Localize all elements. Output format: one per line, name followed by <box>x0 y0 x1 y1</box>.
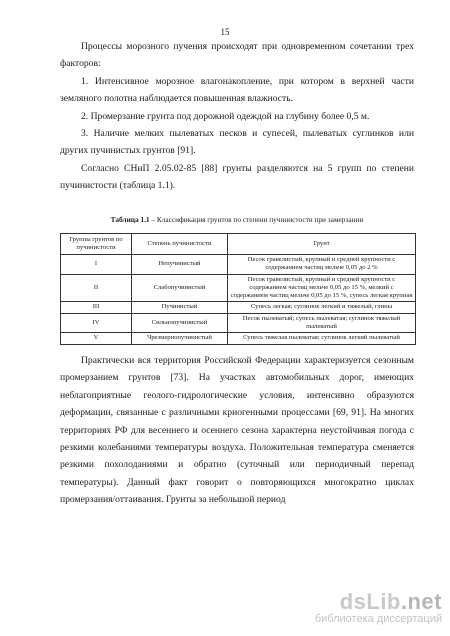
cell-soil: Песок гравелистый, крупный и средней крупности с содержанием частиц мельче 0,05 до 15 %, мелкий с содержанием частиц мельче 0,05 до 15 %, супесь легкая крупная <box>228 274 416 302</box>
logo-brand <box>315 591 442 613</box>
header-soil: Грунт <box>228 234 416 255</box>
intro-paragraph: Согласно СНиП 2.05.02-85 [88] грунты разделяются на 5 групп по степени пучинистости (таблица 1.1). <box>60 162 414 192</box>
table-caption-label: Таблица 1.1 <box>110 215 150 224</box>
page-number: 15 <box>220 27 230 37</box>
cell-degree: Сильнопучинистый <box>132 313 228 333</box>
cell-degree: Пучинистый <box>132 302 228 313</box>
intro-paragraph: Процессы морозного пучения происходят при одновременном сочетании трех факторов: <box>60 41 414 70</box>
intro-text <box>60 38 414 195</box>
frost-heave-classification-table <box>60 233 416 345</box>
header-group: Группы грунтов по пучинистости <box>61 234 132 255</box>
table-row <box>61 274 416 302</box>
intro-paragraph: 1. Интенсивное морозное влагонакопление, при котором в верхней части земляного полотна наблюдается повышенная влажность. <box>60 75 414 105</box>
logo-brand-main: dsLib <box>339 589 401 614</box>
table-header-row <box>61 234 416 255</box>
dslib-watermark-logo <box>315 591 442 626</box>
logo-brand-domain: .net <box>400 589 442 614</box>
cell-group: I <box>61 255 132 275</box>
intro-paragraph: 2. Промерзание грунта под дорожной одеждой на глубину более 0,5 м. <box>81 110 370 122</box>
cell-degree: Чрезмернопучинистый <box>132 333 228 344</box>
logo-tagline: библиотека диссертаций <box>314 613 442 625</box>
cell-group: IV <box>61 313 132 333</box>
table-caption <box>60 215 414 224</box>
cell-soil: Песок пылеватый; супесь пылеватая; суглинок тяжелый пылеватый <box>228 313 416 333</box>
cell-group: V <box>61 333 132 344</box>
table-row <box>61 333 416 344</box>
cell-degree: Непучинистый <box>132 255 228 275</box>
cell-degree: Слабопучинистый <box>132 274 228 302</box>
cell-soil: Песок гравелистый, крупный и средней крупности с содержанием частиц мельче 0,05 до 2 % <box>228 255 416 275</box>
cell-group: II <box>61 274 132 302</box>
outro-text <box>60 352 414 509</box>
table-row <box>61 302 416 313</box>
table-row <box>61 255 416 275</box>
cell-soil: Супесь тяжелая пылеватая; суглинок легкий пылеватый <box>228 333 416 344</box>
outro-paragraph: Практически вся территория Российской Федерации характеризуется сезонным промерзанием грунтов [73]. На участках автомобильных дорог, имеющих неблагоприятные геолого-гидрологические условия, интенсивно образуются деформации, связанные с различными криогенными процессами [69, 91]. На многих территориях РФ для весеннего и осеннего сезона характерна неустойчивая погода с резкими колебаниями температуры воздуха. Положительная температура сменяется резкими похолоданиями и обратно (суточный или периодичный перепад температуры). Данный факт говорит о повторяющихся многократно циклах промерзания/оттаивания. Грунты за небольшой период <box>60 355 414 506</box>
table-caption-text: – Классификация грунтов по степени пучинистости при замерзании <box>149 215 364 224</box>
cell-soil: Супесь легкая; суглинок легкий и тяжелый, глины <box>228 302 416 313</box>
header-degree: Степень пучинистости <box>132 234 228 255</box>
cell-group: III <box>61 302 132 313</box>
table-row <box>61 313 416 333</box>
intro-paragraph: 3. Наличие мелких пылеватых песков и супесей, пылеватых суглинков или других пучинистых грунтов [91]. <box>60 128 414 157</box>
